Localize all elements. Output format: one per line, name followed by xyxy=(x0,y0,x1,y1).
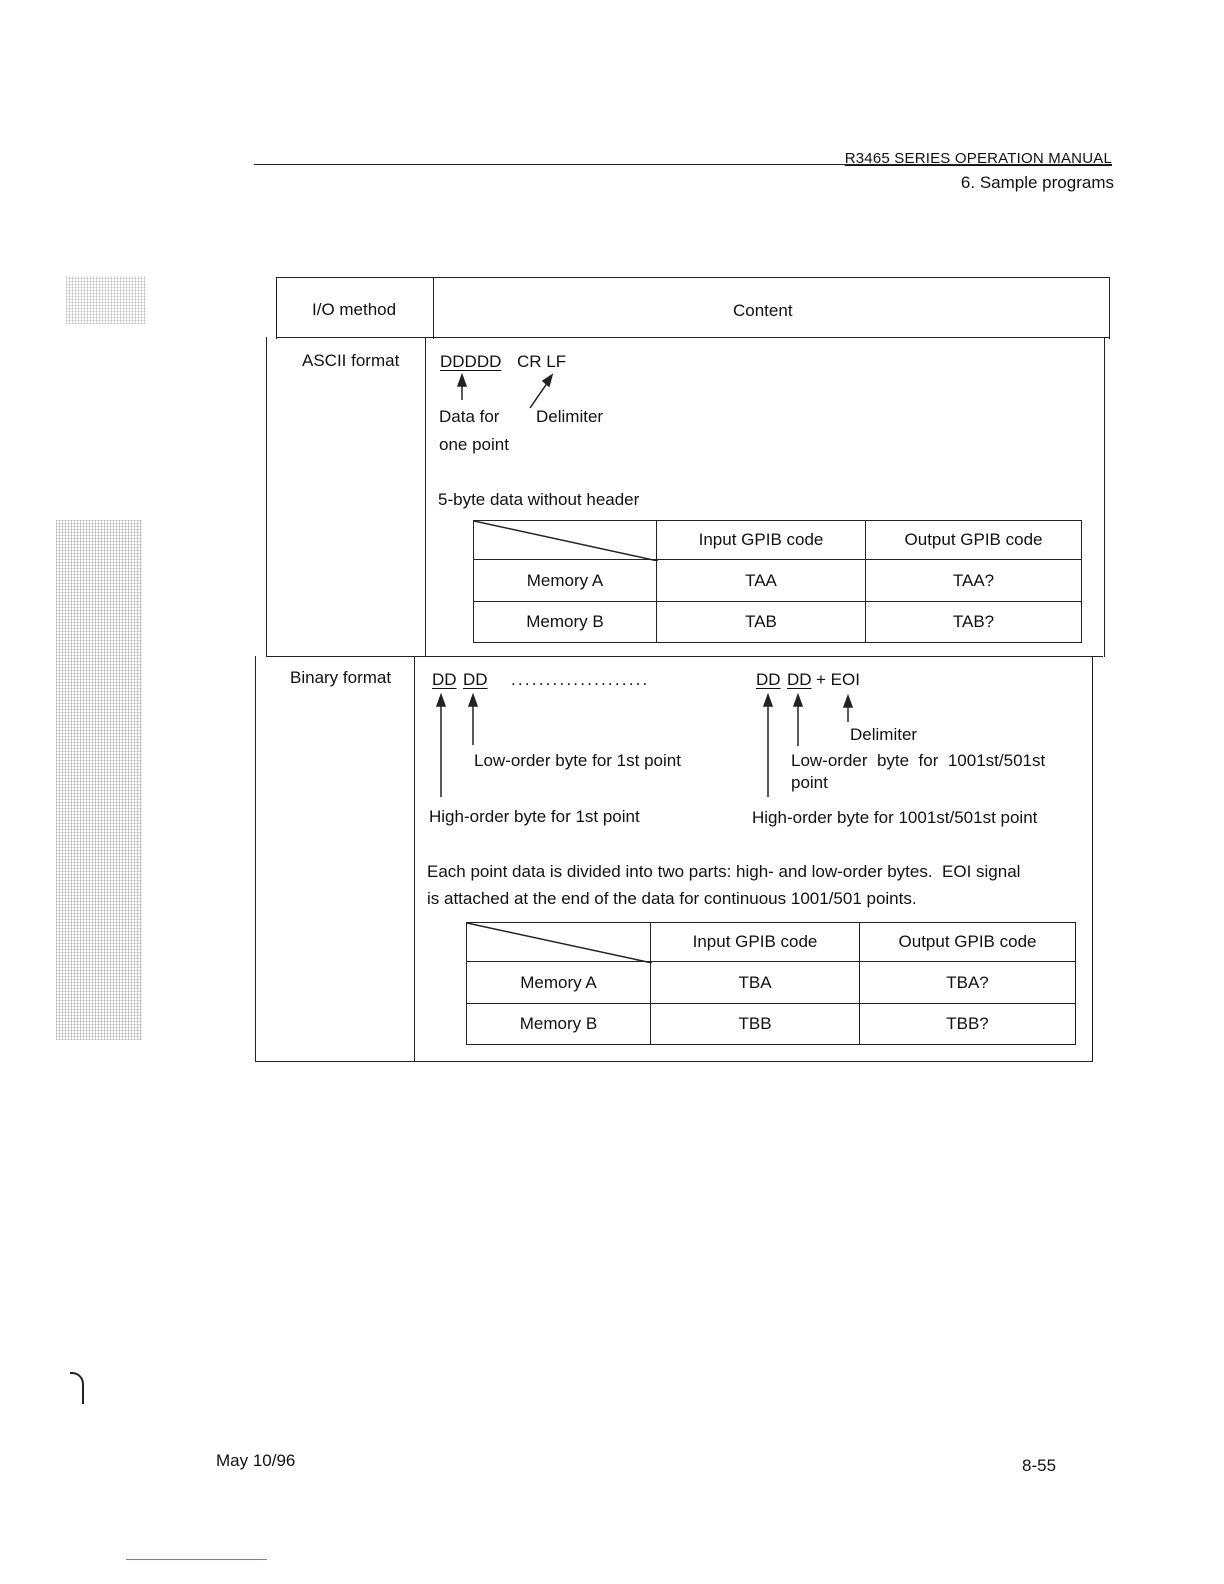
binary-label-low-first: Low-order byte for 1st point xyxy=(474,751,681,770)
output-code: TAA? xyxy=(866,560,1082,602)
binary-note-line1: Each point data is divided into two parts: high- and low-order bytes. EOI signal xyxy=(427,862,1021,881)
binary-last-low-byte: DD xyxy=(787,670,812,689)
footer-page-number: 8-55 xyxy=(1022,1456,1057,1475)
diagonal-line xyxy=(467,923,652,963)
ascii-label-data-line2: one point xyxy=(439,435,509,454)
ascii-label-delimiter: Delimiter xyxy=(536,407,604,426)
input-code: TBA xyxy=(651,962,860,1004)
memory-label: Memory B xyxy=(474,602,657,643)
output-code: TBB? xyxy=(860,1004,1076,1045)
binary-dots: .................... xyxy=(511,670,650,689)
footer-date: May 10/96 xyxy=(216,1451,296,1470)
column-header-io-method: I/O method xyxy=(312,300,397,319)
binary-label-delimiter: Delimiter xyxy=(850,725,918,744)
column-header-content: Content xyxy=(733,301,793,320)
output-code: TAB? xyxy=(866,602,1082,643)
gpib-header-input: Input GPIB code xyxy=(657,521,866,560)
method-binary: Binary format xyxy=(290,668,392,687)
footer-rule xyxy=(126,1559,267,1560)
gpib-table-corner-cell xyxy=(467,923,651,962)
input-code: TAB xyxy=(657,602,866,643)
binary-label-low-last-line2: point xyxy=(791,773,828,792)
gpib-header-output: Output GPIB code xyxy=(866,521,1082,560)
binary-eoi: + EOI xyxy=(816,670,860,689)
section-title: 6. Sample programs xyxy=(960,173,1114,192)
ascii-label-data-line1: Data for xyxy=(439,407,500,426)
binary-label-low-last-line1: Low-order byte for 1001st/501st xyxy=(791,751,1046,770)
binary-last-high-byte: DD xyxy=(756,670,781,689)
ascii-note: 5-byte data without header xyxy=(438,490,640,509)
binary-label-high-first: High-order byte for 1st point xyxy=(429,807,640,826)
input-code: TAA xyxy=(657,560,866,602)
ascii-delimiter-token: CR LF xyxy=(517,352,567,371)
binary-label-high-last: High-order byte for 1001st/501st point xyxy=(752,808,1038,827)
output-code: TBA? xyxy=(860,962,1076,1004)
binary-gpib-table xyxy=(466,922,1076,1045)
binary-first-high-byte: DD xyxy=(432,670,457,689)
gpib-header-output: Output GPIB code xyxy=(860,923,1076,962)
table-row xyxy=(467,1004,1076,1045)
memory-label: Memory B xyxy=(467,1004,651,1045)
memory-label: Memory A xyxy=(474,560,657,602)
binary-note-line2: is attached at the end of the data for continuous 1001/501 points. xyxy=(427,889,917,908)
ascii-data-token: DDDDD xyxy=(440,352,502,371)
input-code: TBB xyxy=(651,1004,860,1045)
method-ascii: ASCII format xyxy=(302,351,400,370)
manual-title: R3465 SERIES OPERATION MANUAL xyxy=(844,150,1112,167)
gpib-header-input: Input GPIB code xyxy=(651,923,860,962)
binary-first-low-byte: DD xyxy=(463,670,488,689)
table-row xyxy=(467,962,1076,1004)
memory-label: Memory A xyxy=(467,962,651,1004)
